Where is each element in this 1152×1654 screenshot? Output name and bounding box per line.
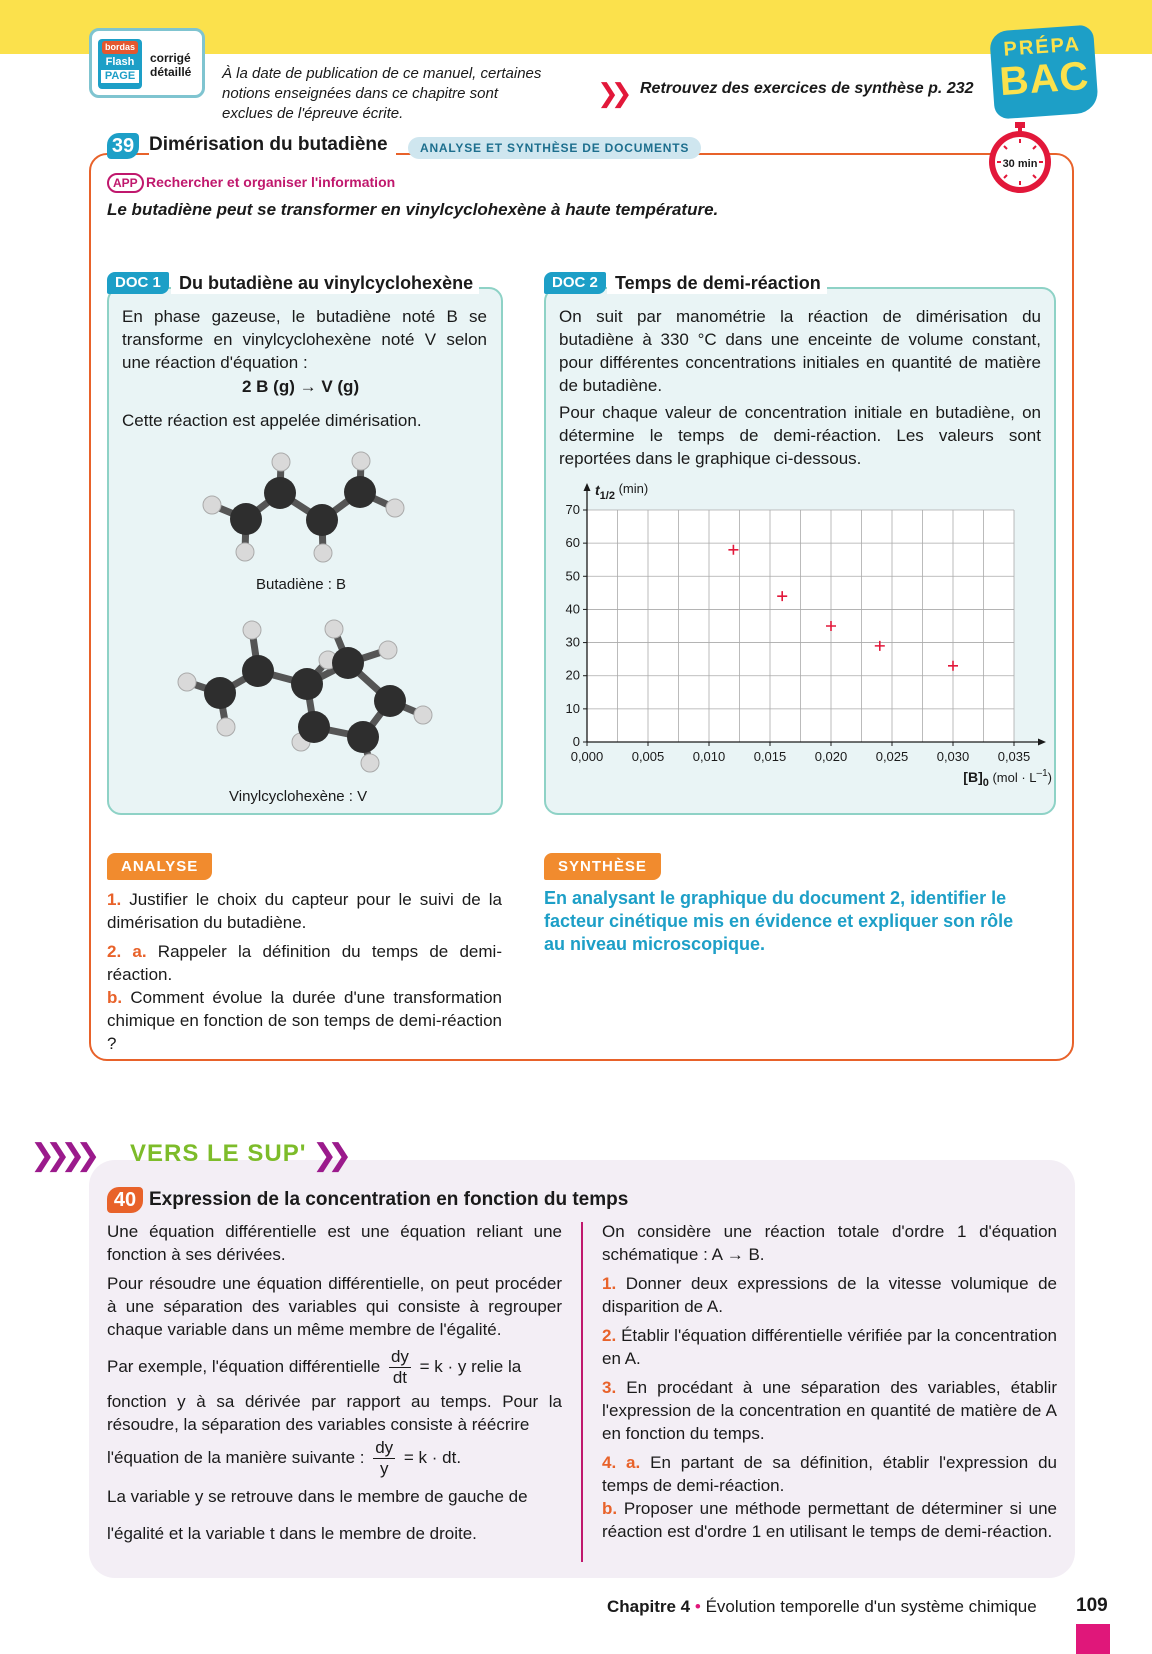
synthese-question: En analysant le graphique du document 2, identifier le facteur cinétique mis en évidence et expliquer son rôle au niveau microscopique. (544, 888, 1014, 954)
question-text: Établir l'équation différentielle vérifiée par la concentration en A. (602, 1326, 1057, 1368)
question-3 (602, 1376, 1057, 1445)
exercise-number: 40 (107, 1187, 143, 1213)
x-tick-label: 0,005 (631, 749, 665, 764)
question-4b (602, 1497, 1057, 1543)
question-number: 3. (602, 1378, 617, 1397)
butadiene-molecule-image (190, 440, 420, 580)
x-axis-arrow (1038, 739, 1046, 746)
flash-page-badge[interactable] (89, 28, 205, 98)
chevron-arrows-icon: ❯❯ (312, 1139, 343, 1172)
paragraph: On considère une réaction totale d'ordre 1 d'équation schématique : A → B. (602, 1222, 1057, 1264)
paragraph: l'égalité et la variable t dans le membre de droite. (107, 1524, 477, 1543)
x-tick-label: 0,025 (875, 749, 909, 764)
doc1-tag: DOC 1 (107, 272, 169, 294)
question-1 (602, 1272, 1057, 1318)
bac-label: BAC (998, 53, 1091, 105)
denominator: dt (392, 1368, 408, 1387)
question-2 (602, 1324, 1057, 1370)
question-number: b. (602, 1499, 618, 1518)
analyse-question-2a (107, 940, 502, 986)
analyse-question-2b (107, 986, 502, 1055)
y-tick-label: 60 (565, 535, 580, 551)
y-tick-label: 70 (565, 502, 580, 517)
x-axis-label: $[B]_0$ $(mol \cdot L^{-1})$ (963, 768, 1052, 789)
y-tick-label: 50 (565, 568, 580, 584)
paragraph-with-fraction (107, 1438, 562, 1479)
bullet-separator: • (694, 1597, 701, 1616)
x-tick-label: 0,020 (814, 749, 848, 764)
chevron-arrows-icon: ❯❯❯❯ (30, 1139, 91, 1172)
ex40-left-column (107, 1220, 562, 1545)
exercise-intro: Le butadiène peut se transformer en vinylcyclohexène à haute température. (107, 200, 719, 219)
timer-label: 30 min (1002, 158, 1038, 170)
question-text: Donner deux expressions de la vitesse volumique de disparition de A. (602, 1274, 1057, 1316)
page-color-marker (1076, 1624, 1110, 1654)
analyse-tab: ANALYSE (107, 853, 212, 880)
doc2-text: On suit par manométrie la réaction de dimérisation du butadiène à 330 °C dans une enceinte de volume constant, pour différentes concentrations initiales en quantité de matière de butadiène. (559, 307, 1041, 395)
ex40-right-column (602, 1220, 1057, 1543)
y-axis-arrow (584, 483, 591, 491)
butadiene-caption: Butadiène : B (256, 576, 347, 593)
question-number: 1. (107, 890, 122, 909)
prepa-label: PRÉPA (1002, 33, 1082, 61)
exercise-title: Expression de la concentration en fonction du temps (149, 1189, 629, 1210)
y-tick-label: 20 (565, 667, 580, 683)
paragraph: Pour résoudre une équation différentielle, on peut procéder à une séparation des variables qui consiste à regrouper chaque variable dans un même membre de l'égalité. (107, 1274, 562, 1339)
paragraph: La variable y se retrouve dans le membre de gauche de (107, 1487, 528, 1506)
exercise-number: 39 (107, 133, 139, 159)
app-skill-label: Rechercher et organiser l'information (146, 174, 396, 190)
corrige-detaille-label: corrigé détaillé (150, 51, 192, 79)
y-tick-label: 10 (565, 700, 580, 716)
question-text: Comment évolue la durée d'une transformation chimique en fonction de son temps de demi-réaction ? (107, 988, 502, 1053)
x-tick-label: 0,015 (753, 749, 787, 764)
doc2-text-2: Pour chaque valeur de concentration initiale en butadiène, on détermine le temps de demi-réaction. Les valeurs sont reportées dans le graphique ci-dessous. (559, 403, 1041, 468)
vinylcyclohexene-caption: Vinylcyclohexène : V (229, 788, 368, 805)
text: = k · dt. (403, 1447, 462, 1467)
analyse-question-1 (107, 888, 502, 934)
flash-label: Flash (105, 56, 135, 68)
syllabus-note: À la date de publication de ce manuel, certaines notions enseignées dans ce chapitre sont exclues de l'épreuve écrite. (222, 65, 542, 122)
text: Par exemple, l'équation différentielle (107, 1356, 381, 1376)
question-text: Justifier le choix du capteur pour le suivi de la dimérisation du butadiène. (107, 890, 502, 932)
page-label: PAGE (101, 70, 139, 83)
doc1-title: Du butadiène au vinylcyclohexène (171, 272, 479, 294)
question-number: 2. (602, 1326, 617, 1345)
x-tick-label: 0,035 (997, 749, 1031, 764)
double-chevron-icon: ❯❯ (597, 78, 625, 108)
x-tick-label: 0,010 (692, 749, 726, 764)
stopwatch-icon (985, 122, 1055, 196)
doc2-title: Temps de demi-réaction (607, 272, 827, 294)
paragraph: fonction y à sa dérivée par rapport au temps. Pour la résoudre, la séparation des variables consiste à réécrire (107, 1392, 562, 1434)
page-footer (607, 1597, 1037, 1617)
y-tick-label: 40 (565, 601, 580, 617)
reaction-equation: 2 B (g) → V (g) (242, 377, 360, 396)
vinylcyclohexene-molecule-image (170, 615, 440, 780)
question-text: En partant de sa définition, établir l'expression du temps de demi-réaction. (602, 1453, 1057, 1495)
exercise-type-tag: ANALYSE ET SYNTHÈSE DE DOCUMENTS (408, 137, 701, 159)
y-tick-label: 0 (572, 734, 580, 749)
synthese-tab: SYNTHÈSE (544, 853, 661, 880)
text: l'équation de la manière suivante : (107, 1447, 365, 1467)
vers-le-sup-title: VERS LE SUP' (130, 1140, 307, 1167)
question-4a (602, 1451, 1057, 1497)
numerator: dy (375, 1438, 394, 1457)
chapter-title: Évolution temporelle d'un système chimique (705, 1597, 1037, 1616)
question-number: b. (107, 988, 123, 1007)
doc2-tag: DOC 2 (544, 272, 606, 294)
paragraph: Une équation différentielle est une équation reliant une fonction à ses dérivées. (107, 1222, 562, 1264)
exercise-title: Dimérisation du butadiène (149, 134, 396, 156)
doc1-text-2: Cette réaction est appelée dimérisation. (122, 411, 422, 430)
chapter-label: Chapitre 4 (607, 1597, 691, 1616)
x-tick-label: 0,030 (936, 749, 970, 764)
question-number: 2. a. (107, 942, 147, 961)
page-number: 109 (1076, 1595, 1108, 1616)
question-number: 1. (602, 1274, 617, 1293)
question-text: Rappeler la définition du temps de demi-réaction. (107, 942, 502, 984)
doc1-text: En phase gazeuse, le butadiène noté B se transforme en vinylcyclohexène noté V selon une réaction d'équation : (122, 307, 487, 372)
question-text: En procédant à une séparation des variables, établir l'expression de la concentration en quantité de matière de A en fonction du temps. (602, 1378, 1057, 1443)
paragraph-with-fraction (107, 1347, 562, 1388)
denominator: y (379, 1459, 389, 1478)
app-skill-badge: APP (107, 173, 144, 193)
question-text: Proposer une méthode permettant de déterminer si une réaction est d'ordre 1 en utilisant le temps de demi-réaction. (602, 1499, 1057, 1541)
y-axis-label: $t_{1/2}$ (min) (595, 481, 649, 502)
text: = k · y relie la (419, 1356, 522, 1376)
publisher-label: bordas (102, 41, 138, 54)
x-tick-label: 0,000 (570, 749, 604, 764)
prepa-bac-badge (989, 24, 1099, 119)
half-life-chart (544, 475, 1054, 795)
flash-page-logo (98, 39, 142, 89)
synthesis-exercises-link[interactable]: Retrouvez des exercices de synthèse p. 232 (640, 80, 974, 97)
column-divider (581, 1222, 583, 1562)
y-tick-label: 30 (565, 634, 580, 650)
fraction-dy-y (373, 1438, 395, 1479)
numerator: dy (390, 1347, 409, 1366)
question-number: 4. a. (602, 1453, 641, 1472)
fraction-dy-dt (389, 1347, 411, 1388)
